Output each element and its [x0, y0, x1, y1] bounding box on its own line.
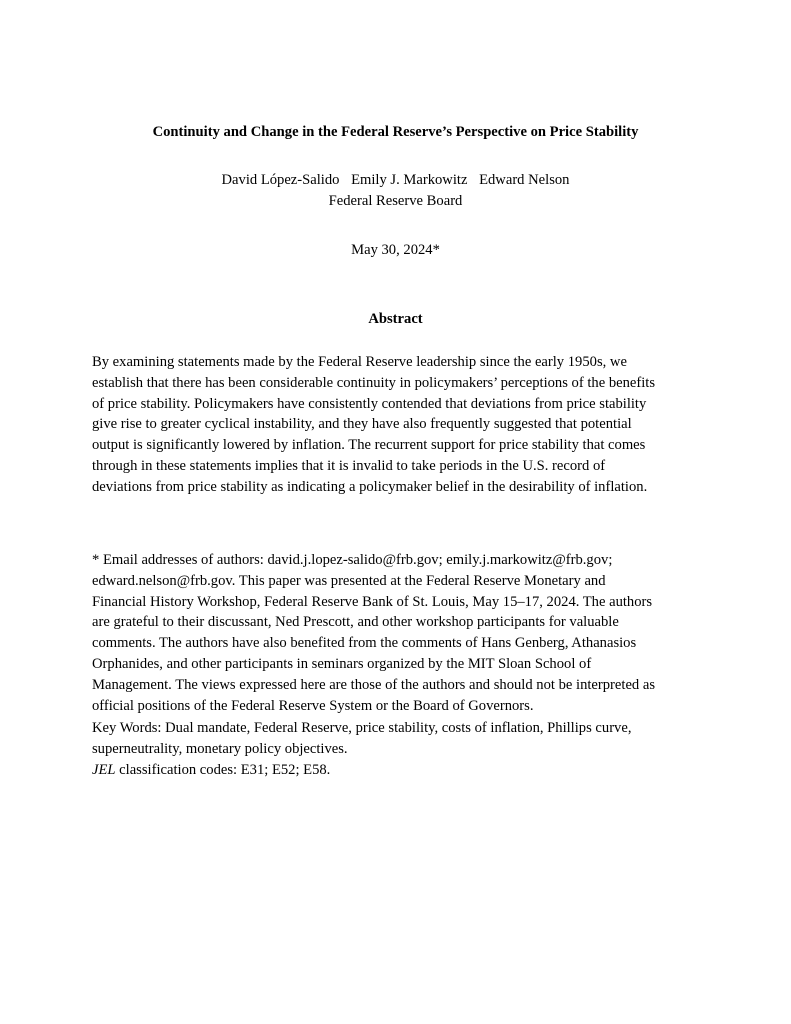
footnote-line: Financial History Workshop, Federal Reserve Bank of St. Louis, May 15–17, 2024. The authors — [92, 593, 653, 610]
author-name: David López-Salido — [221, 172, 340, 188]
jel-label: JEL — [92, 761, 116, 778]
author-name: Edward Nelson — [479, 172, 570, 188]
footnote-line: official positions of the Federal Reserve System or the Board of Governors. — [92, 697, 534, 714]
abstract-line: output is significantly lowered by inflation. The recurrent support for price stability that comes — [92, 437, 646, 454]
abstract-heading: Abstract — [368, 311, 423, 327]
abstract-line: through in these statements implies that it is invalid to take periods in the U.S. record of — [92, 457, 606, 474]
jel-text: classification codes: E31; E52; E58. — [115, 761, 331, 778]
keywords-line: superneutrality, monetary policy objectives. — [92, 740, 348, 757]
jel-codes — [92, 760, 702, 781]
abstract-line: give rise to greater cyclical instability, and they have also frequently suggested that potential — [92, 416, 632, 433]
paper-date: May 30, 2024* — [351, 242, 440, 258]
keywords-line: Key Words: Dual mandate, Federal Reserve, price stability, costs of inflation, Phillips curve, — [92, 720, 632, 736]
author-list — [0, 170, 791, 190]
footnote-line: comments. The authors have also benefited from the comments of Hans Genberg, Athanasios — [92, 635, 637, 652]
abstract-line: establish that there has been considerable continuity in policymakers’ perceptions of the benefits — [92, 374, 656, 391]
author-affiliation: Federal Reserve Board — [328, 193, 463, 209]
paper-title: Continuity and Change in the Federal Reserve’s Perspective on Price Stability — [152, 124, 639, 140]
footnote-line: Management. The views expressed here are those of the authors and should not be interpreted as — [92, 676, 656, 693]
author-name: Emily J. Markowitz — [351, 172, 468, 188]
keywords-section — [92, 718, 702, 780]
footnote-line: * Email addresses of authors: david.j.lopez-salido@frb.gov; emily.j.markowitz@frb.gov; — [92, 552, 613, 568]
footnote-line: Orphanides, and other participants in seminars organized by the MIT Sloan School of — [92, 655, 592, 672]
abstract-line: of price stability. Policymakers have consistently contended that deviations from price stability — [92, 395, 647, 412]
abstract-line: By examining statements made by the Federal Reserve leadership since the early 1950s, we — [92, 354, 627, 370]
footnote-line: are grateful to their discussant, Ned Prescott, and other workshop participants for valuable — [92, 614, 619, 631]
abstract-line: deviations from price stability as indicating a policymaker belief in the desirability of inflation. — [92, 478, 648, 495]
footnote — [92, 550, 702, 716]
abstract-body — [92, 352, 702, 498]
footnote-line: edward.nelson@frb.gov. This paper was presented at the Federal Reserve Monetary and — [92, 572, 606, 589]
